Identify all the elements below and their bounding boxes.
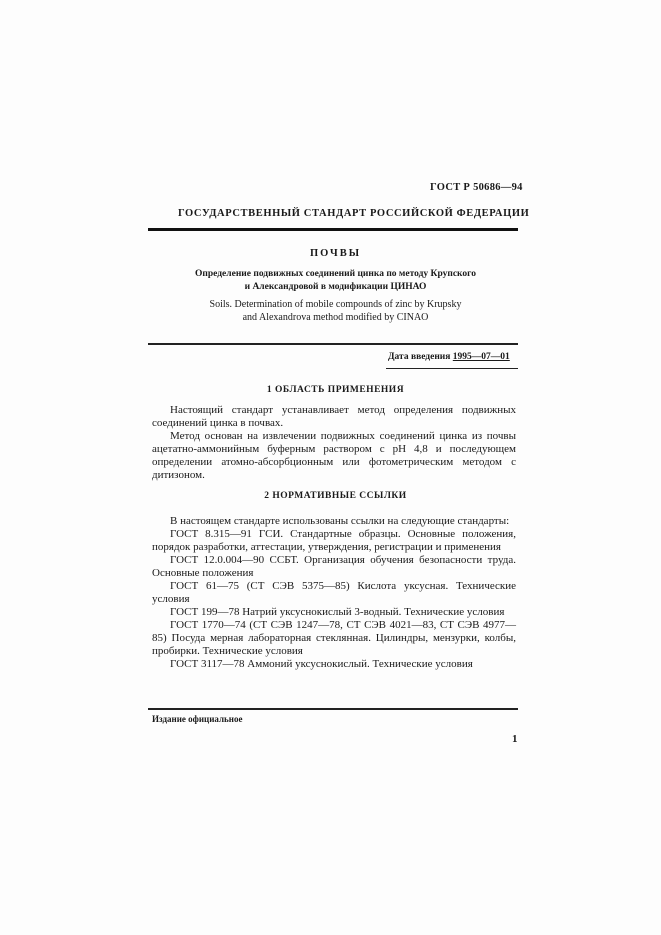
reference-item: ГОСТ 12.0.004—90 ССБТ. Организация обучения безопасности труда. Основные положения — [152, 554, 516, 579]
russian-subtitle — [0, 268, 661, 294]
russian-subtitle-line-1: Определение подвижных соединений цинка по методу Крупского — [195, 269, 476, 279]
reference-item: ГОСТ 1770—74 (СТ СЭВ 1247—78, СТ СЭВ 4021—83, СТ СЭВ 4977—85) Посуда мерная лабораторная стеклянная. Цилиндры, мензурки, колбы, пробирки. Технические условия — [152, 619, 516, 657]
paragraph: Метод основан на извлечении подвижных соединений цинка из почвы ацетатно-аммонийным буферным раствором с pH 4,8 и последующем определении атомно-абсорбционным или фотометрическим методом с дитизоном. — [152, 430, 516, 481]
reference-item: ГОСТ 199—78 Натрий уксуснокислый 3-водный. Технические условия — [170, 606, 505, 618]
document-title: ПОЧВЫ — [309, 248, 362, 259]
english-subtitle-line-1: Soils. Determination of mobile compounds of zinc by Krupsky — [209, 299, 462, 310]
reference-item: ГОСТ 3117—78 Аммоний уксуснокислый. Технические условия — [170, 658, 473, 670]
section-heading-references: 2 НОРМАТИВНЫЕ ССЫЛКИ — [264, 491, 407, 501]
state-standard-title: ГОСУДАРСТВЕННЫЙ СТАНДАРТ РОССИЙСКОЙ ФЕДЕРАЦИИ — [178, 208, 530, 219]
introduction-date — [388, 352, 510, 362]
english-subtitle — [0, 298, 661, 324]
footer-rule — [148, 708, 518, 710]
section-heading-scope: 1 ОБЛАСТЬ ПРИМЕНЕНИЯ — [266, 385, 405, 395]
paragraph: Настоящий стандарт устанавливает метод определения подвижных соединений цинка в почвах. — [152, 404, 516, 429]
page-number: 1 — [512, 733, 518, 745]
edition-note: Издание официальное — [152, 714, 243, 724]
section-body-references — [152, 515, 516, 671]
title-rule — [148, 343, 518, 345]
section-body-scope — [152, 404, 516, 482]
reference-item: ГОСТ 61—75 (СТ СЭВ 5375—85) Кислота уксусная. Технические условия — [152, 580, 516, 605]
gost-code: ГОСТ Р 50686—94 — [430, 182, 523, 193]
date-rule — [386, 368, 518, 369]
english-subtitle-line-2: and Alexandrova method modified by CINAO — [242, 312, 429, 323]
introduction-date-value: 1995—07—01 — [452, 352, 510, 362]
header-rule — [148, 228, 518, 231]
introduction-date-label: Дата введения — [388, 352, 451, 362]
paragraph: В настоящем стандарте использованы ссылки на следующие стандарты: — [170, 515, 510, 527]
russian-subtitle-line-2: и Александровой в модификации ЦИНАО — [244, 282, 427, 292]
reference-item: ГОСТ 8.315—91 ГСИ. Стандартные образцы. Основные положения, порядок разработки, аттестации, утверждения, регистрации и применения — [152, 528, 516, 553]
